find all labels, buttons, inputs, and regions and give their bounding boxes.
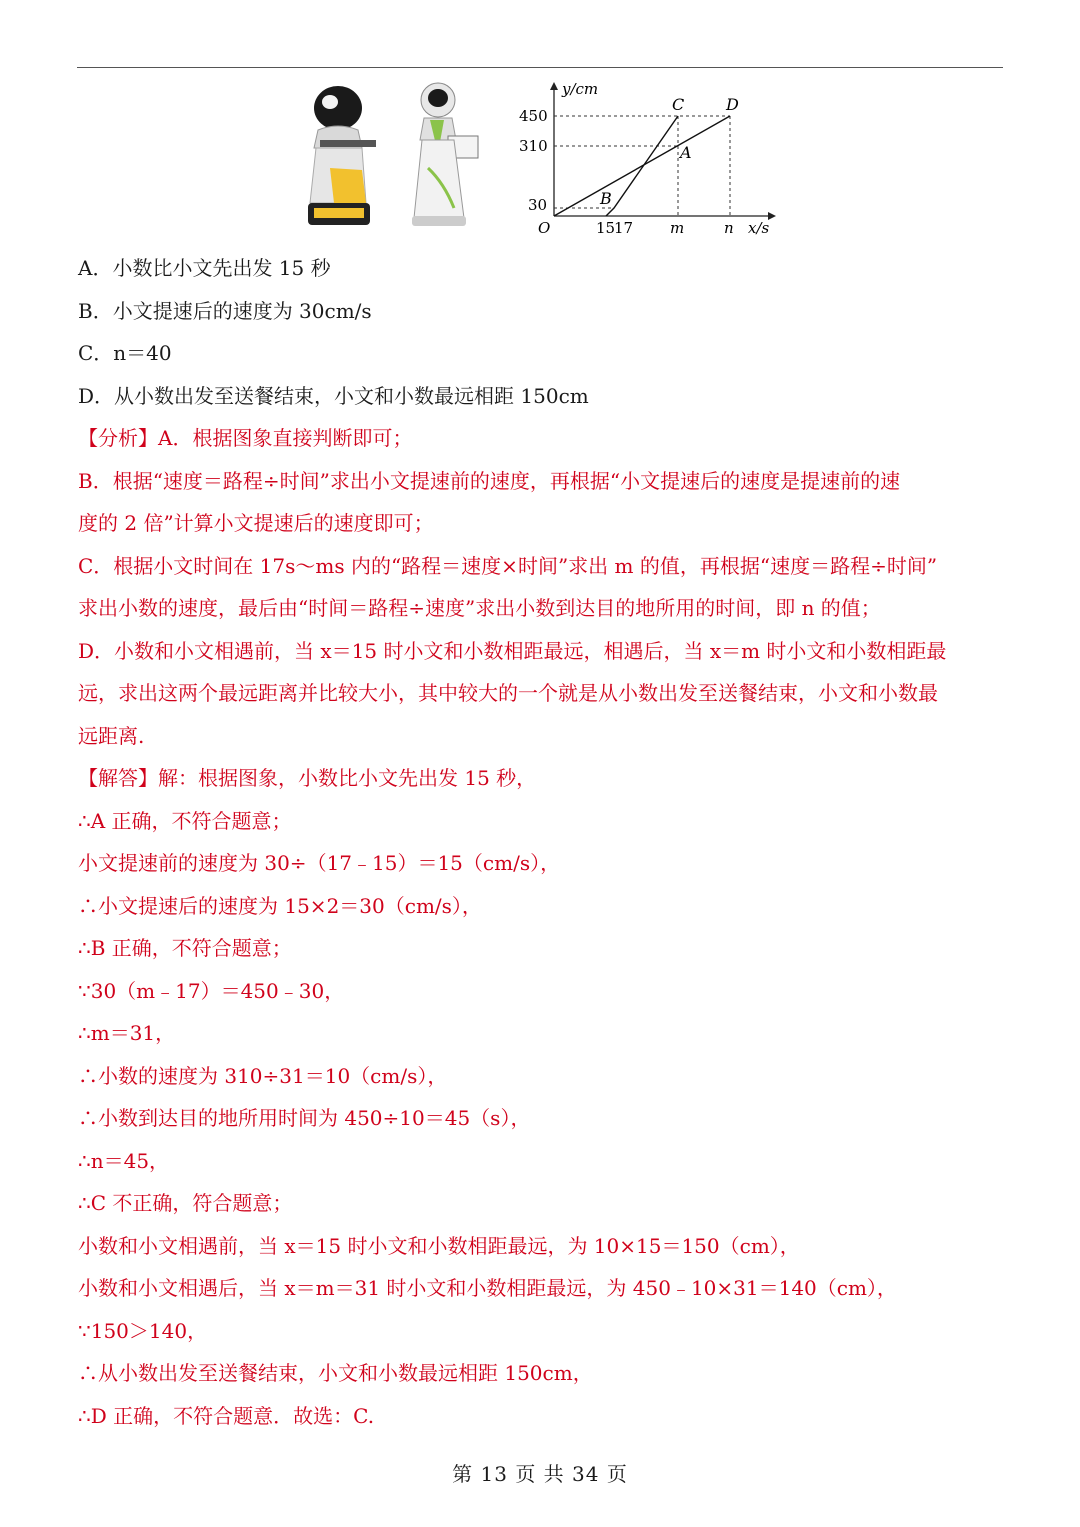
- solution-l15: ∴从小数出发至送餐结束，小文和小数最远相距 150cm，: [78, 1361, 593, 1385]
- solution-l14: ∵150＞140，: [78, 1319, 208, 1343]
- y-tick-310: 310: [519, 137, 548, 155]
- x-tick-m: m: [670, 219, 685, 237]
- solution-l9: ∴小数到达目的地所用时间为 450÷10＝45（s），: [78, 1106, 531, 1130]
- solution-line-1: [78, 764, 536, 792]
- solution-l2: ∴A 正确，不符合题意；: [78, 809, 292, 833]
- option-c: C．n＝40: [78, 341, 172, 365]
- point-b-label: B: [600, 189, 612, 208]
- page-footer: 第 13 页 共 34 页: [452, 1462, 628, 1486]
- analysis-d1: D．小数和小文相遇前，当 x＝15 时小文和小数相距最远，相遇后，当 x＝m 时小文和小数相距最: [78, 639, 947, 663]
- solution-l5: ∴B 正确，不符合题意；: [78, 936, 292, 960]
- y-tick-450: 450: [519, 107, 548, 125]
- robot-1-illustration: [300, 78, 380, 238]
- solution-l4: ∴小文提速后的速度为 15×2＝30（cm/s），: [78, 894, 482, 918]
- origin-label: O: [538, 219, 551, 237]
- robot-2-illustration: [408, 78, 488, 238]
- analysis-a: A．根据图象直接判断即可；: [158, 426, 413, 450]
- problem-figure: [290, 78, 790, 240]
- distance-time-graph: [510, 78, 790, 240]
- solution-l1: 解：根据图象，小数比小文先出发 15 秒，: [158, 766, 537, 790]
- option-b: B．小文提速后的速度为 30cm/s: [78, 299, 372, 323]
- analysis-d2: 远，求出这两个最远距离并比较大小，其中较大的一个就是从小数出发至送餐结束，小文和小数最: [78, 681, 938, 705]
- solution-l6: ∵30（m﹣17）＝450﹣30，: [78, 979, 345, 1003]
- solution-l10: ∴n＝45，: [78, 1149, 170, 1173]
- analysis-b2: 度的 2 倍”计算小文提速后的速度即可；: [78, 511, 434, 535]
- analysis-c2: 求出小数的速度，最后由“时间＝路程÷速度”求出小数到达目的地所用的时间，即 n 的值；: [78, 596, 881, 620]
- x-tick-15: 15: [596, 219, 616, 237]
- solution-l8: ∴小数的速度为 310÷31＝10（cm/s），: [78, 1064, 448, 1088]
- y-tick-30: 30: [528, 196, 548, 214]
- point-a-label: A: [680, 143, 692, 162]
- xiaoshu-line: [554, 116, 730, 216]
- option-d: D．从小数出发至送餐结束，小文和小数最远相距 150cm: [78, 384, 589, 408]
- header-rule: [77, 67, 1003, 68]
- analysis-tag: 【分析】: [78, 426, 158, 450]
- solution-tag: 【解答】: [78, 766, 158, 790]
- analysis-b1: B．根据“速度＝路程÷时间”求出小文提速前的速度，再根据“小文提速后的速度是提速前的速: [78, 469, 901, 493]
- analysis-a-line: [78, 424, 412, 452]
- x-axis-label: x/s: [748, 219, 770, 237]
- analysis-c1: C．根据小文时间在 17s～ms 内的“路程＝速度×时间”求出 m 的值，再根据“速度＝路程÷时间”: [78, 554, 938, 578]
- x-tick-17: 17: [614, 219, 634, 237]
- solution-l3: 小文提速前的速度为 30÷（17﹣15）＝15（cm/s），: [78, 851, 561, 875]
- solution-l13: 小数和小文相遇后，当 x＝m＝31 时小文和小数相距最远，为 450﹣10×31＝140（cm），: [78, 1276, 897, 1300]
- x-tick-n: n: [724, 219, 734, 237]
- y-axis-label: y/cm: [562, 80, 599, 98]
- solution-l16: ∴D 正确，不符合题意．故选：C.: [78, 1404, 375, 1428]
- analysis-d3: 远距离.: [78, 724, 145, 748]
- y-axis-arrow: [550, 82, 558, 90]
- solution-l11: ∴C 不正确，符合题意；: [78, 1191, 293, 1215]
- point-c-label: C: [672, 95, 685, 114]
- solution-l7: ∴m＝31，: [78, 1021, 176, 1045]
- solution-l12: 小数和小文相遇前，当 x＝15 时小文和小数相距最远，为 10×15＝150（cm），: [78, 1234, 800, 1258]
- point-d-label: D: [726, 95, 739, 114]
- option-a: A．小数比小文先出发 15 秒: [78, 256, 331, 280]
